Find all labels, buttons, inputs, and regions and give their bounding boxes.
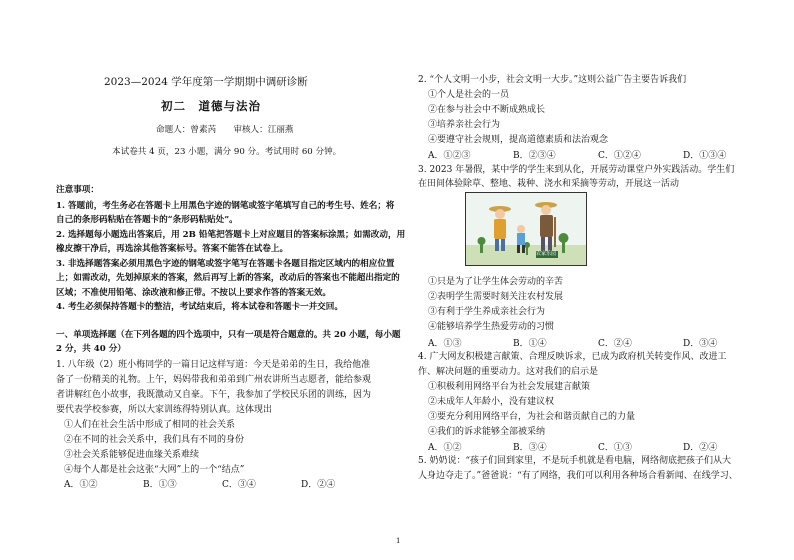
picture-caption: 农家乐园 <box>536 251 557 257</box>
q4-stem: 作、解决问题的重要动力。这对我们的启示是 <box>418 367 599 377</box>
q1-stem: 备了一份精美的礼物。上午，妈妈带我和弟弟到广州农讲所当志愿者，能给参观 <box>56 375 372 385</box>
q1-stem: 要代表学校参赛，所以大家训练得特别认真。这体现出 <box>56 405 273 415</box>
q2-item: ②在参与社会中不断成熟成长 <box>428 105 546 115</box>
q2-item: ④要遵守社会规则，提高道德素质和法治观念 <box>428 135 609 145</box>
q2-option-a[interactable]: A．①②③ <box>428 151 471 161</box>
q3-stem: 在田间体验除草、整地、栽种、浇水和采摘等劳动，开展这一活动 <box>418 179 680 189</box>
q1-option-b[interactable]: B．①③ <box>143 480 177 490</box>
exam-info: 本试卷共 4 页，23 小题，满分 90 分。考试用时 60 分钟。 <box>112 147 342 157</box>
q4-option-c[interactable]: C．①③ <box>598 443 632 453</box>
subject-title: 初二 道德与法治 <box>161 99 261 113</box>
q1-stem: 者讲解红色小故事，我既激动又自豪。下午，我参加了学校民乐团的训练，因为 <box>56 390 372 400</box>
q2-stem: 2. “个人文明一小步，社会文明一大步。”这则公益广告主要告诉我们 <box>418 75 687 85</box>
q1-item: ③社会关系能够促进血缘关系难续 <box>64 450 200 460</box>
q3-illustration <box>465 192 587 266</box>
q4-item: ④我们的诉求能够全部被采纳 <box>428 427 546 437</box>
notes-line: 自己的条形码粘贴在答题卡的“条形码粘贴处”。 <box>56 215 238 225</box>
authors-line: 命题人：曾素芮 审核人：江丽燕 <box>156 125 294 135</box>
q3-item: ③有利于学生养成亲社会行为 <box>428 307 546 317</box>
notes-line: 橡皮擦干净后，再选涂其他答案标号。答案不能答在试卷上。 <box>56 244 289 254</box>
q1-item: ②在不同的社会关系中，我们具有不同的身份 <box>64 435 245 445</box>
q3-option-c[interactable]: C．②④ <box>598 339 632 349</box>
q4-option-b[interactable]: B．③④ <box>513 443 547 453</box>
farm-scene-icon <box>466 193 586 265</box>
notes-line: 3. 非选择题答案必须用黑色字迹的钢笔或签字笔写在答题卡各题目指定区域内的相应位置 <box>56 259 395 269</box>
q1-stem: 1. 八年级（2）班小梅同学的一篇日记这样写道：今天是弟弟的生日，我给他准 <box>56 360 371 370</box>
q4-item: ①积极利用网络平台为社会发展建言献策 <box>428 382 591 392</box>
q2-option-b[interactable]: B．②③④ <box>513 151 556 161</box>
q1-item: ①人们在社会生活中形成了相同的社会关系 <box>64 420 236 430</box>
notes-line: 2. 选择题每小题选出答案后，用 2B 铅笔把答题卡上对应题目的答案标涂黑；如需改动，用 <box>56 230 406 240</box>
section1-heading-cont: 2 分，共 40 分） <box>56 344 126 354</box>
q4-stem: 4. 广大网友积极建言献策、合理反映诉求，已成为政府机关转变作风、改进工 <box>418 352 727 362</box>
q3-option-b[interactable]: B．①④ <box>513 339 547 349</box>
q4-item: ②未成年人年龄小，没有建议权 <box>428 397 555 407</box>
q4-option-a[interactable]: A．①② <box>428 443 462 453</box>
q5-stem: 人身边夺走了。”爸爸说：“有了网络，我们可以利用各种场合看新闻、在线学习、 <box>418 471 738 481</box>
notes-line: 1. 答题前，考生务必在答题卡上用黑色字迹的钢笔或签字笔填写自己的考生号、姓名；将 <box>56 201 395 211</box>
q3-item: ②表明学生需要时刻关注农村发展 <box>428 292 564 302</box>
q1-option-d[interactable]: D．②④ <box>301 480 336 490</box>
section1-heading: 一、单项选择题（在下列各题的四个选项中，只有一项是符合题意的。共 20 小题，每小题 <box>56 330 401 340</box>
q3-item: ④能够培养学生热爱劳动的习惯 <box>428 322 555 332</box>
page-number: 1 <box>396 537 401 545</box>
q2-item: ③培养亲社会行为 <box>428 120 501 130</box>
q2-item: ①个人是社会的一员 <box>428 90 510 100</box>
q5-stem: 5. 奶奶说：“孩子们回到家里，不是玩手机就是看电脑，网络彻底把孩子们从大 <box>418 456 732 466</box>
notes-line: 区域；不准使用铅笔、涂改液和修正带。不按以上要求作答的答案无效。 <box>56 288 332 298</box>
q1-option-a[interactable]: A．①② <box>64 480 98 490</box>
q2-option-c[interactable]: C．①②④ <box>598 151 641 161</box>
q3-option-a[interactable]: A．①③ <box>428 339 462 349</box>
q4-item: ③要充分利用网络平台，为社会和谐贡献自己的力量 <box>428 412 636 422</box>
exam-title: 2023—2024 学年度第一学期期中调研诊断 <box>104 76 308 88</box>
q3-option-d[interactable]: D．③④ <box>683 339 718 349</box>
q1-option-c[interactable]: C．③④ <box>222 480 256 490</box>
q1-item: ④每个人都是社会这张“大网”上的一个“结点” <box>64 465 245 475</box>
q3-item: ①只是为了让学生体会劳动的辛苦 <box>428 277 564 287</box>
q3-stem: 3. 2023 年暑假，某中学的学生来到从化，开展劳动课堂户外实践活动。学生们 <box>418 165 735 175</box>
notes-line: 4. 考生必须保持答题卡的整洁，考试结束后，将本试卷和答题卡一并交回。 <box>56 302 343 312</box>
notes-line: 上；如需改动，先划掉原来的答案，然后再写上新的答案，改动后的答案也不能超出指定的 <box>56 273 400 283</box>
q4-option-d[interactable]: D．②④ <box>683 443 718 453</box>
q2-option-d[interactable]: D．①③④ <box>683 151 727 161</box>
notes-heading: 注意事项： <box>56 185 99 195</box>
